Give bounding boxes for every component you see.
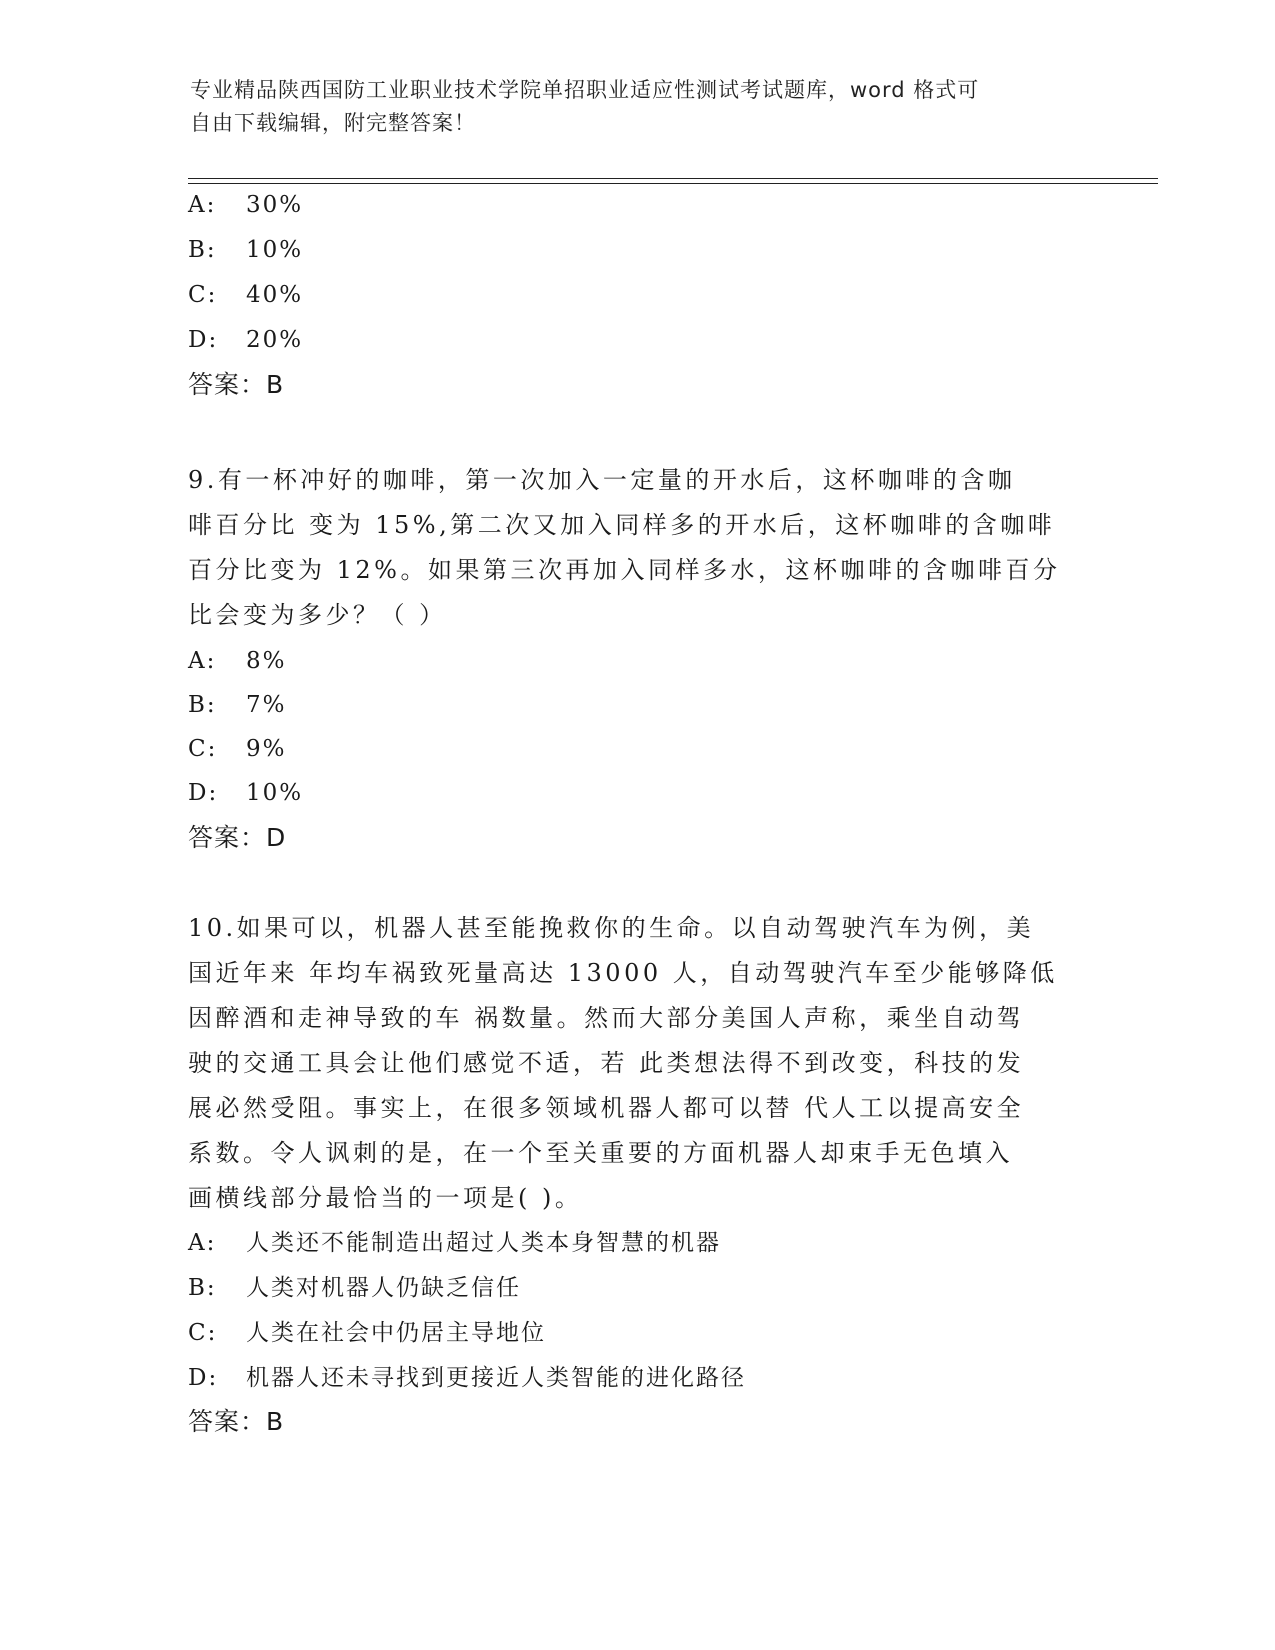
- q10-stem-line: 10.如果可以，机器人甚至能挽救你的生命。以自动驾驶汽车为例，美: [188, 914, 1035, 942]
- q8-option-a: [188, 190, 303, 220]
- q8-answer: 答案：B: [188, 370, 285, 399]
- document-header: [190, 74, 1090, 140]
- option-letter: B:: [188, 1275, 217, 1301]
- q10-stem-line: 系数。令人讽刺的是，在一个至关重要的方面机器人却束手无色填入: [188, 1139, 1013, 1167]
- option-text: 人类在社会中仍居主导地位: [246, 1320, 546, 1346]
- q10-stem-line: 因醉酒和走神导致的车 祸数量。然而大部分美国人声称，乘坐自动驾: [188, 1004, 1025, 1032]
- q10-option-d: [188, 1363, 746, 1393]
- q9-stem-line: 比会变为多少？（ ）: [188, 601, 447, 629]
- option-text: 40%: [246, 282, 304, 308]
- header-divider-bottom: [188, 183, 1158, 184]
- option-text: 人类还不能制造出超过人类本身智慧的机器: [246, 1230, 721, 1256]
- q9-stem-line: 9.有一杯冲好的咖啡，第一次加入一定量的开水后，这杯咖啡的含咖: [188, 466, 1016, 494]
- q8-option-b: [188, 235, 303, 265]
- option-text: 9%: [246, 736, 287, 762]
- header-divider-top: [188, 178, 1158, 179]
- q9-stem-line: 百分比变为 12%。如果第三次再加入同样多水，这杯咖啡的含咖啡百分: [188, 556, 1061, 584]
- option-text: 7%: [246, 692, 287, 718]
- q9-answer: 答案：D: [188, 823, 287, 852]
- q9-option-d: [188, 778, 303, 808]
- option-letter: D:: [188, 780, 219, 806]
- q8-option-d: [188, 325, 303, 355]
- option-letter: A:: [188, 1230, 217, 1256]
- q10-stem-line: 展必然受阻。事实上，在很多领域机器人都可以替 代人工以提高安全: [188, 1094, 1025, 1122]
- option-text: 20%: [246, 327, 304, 353]
- q8-option-c: [188, 280, 303, 310]
- q10-option-c: [188, 1318, 546, 1348]
- q9-option-a: [188, 646, 287, 676]
- option-letter: C:: [188, 736, 218, 762]
- option-text: 10%: [246, 780, 304, 806]
- option-letter: C:: [188, 1320, 218, 1346]
- header-line-2: 自由下载编辑，附完整答案！: [190, 111, 476, 135]
- q9-stem-line: 啡百分比 变为 15%,第二次又加入同样多的开水后，这杯咖啡的含咖啡: [188, 511, 1056, 539]
- option-text: 人类对机器人仍缺乏信任: [246, 1275, 521, 1301]
- option-letter: D:: [188, 1365, 219, 1391]
- option-letter: B:: [188, 237, 217, 263]
- option-letter: A:: [188, 192, 217, 218]
- option-text: 10%: [246, 237, 304, 263]
- q10-stem-line: 国近年来 年均车祸致死量高达 13000 人，自动驾驶汽车至少能够降低: [188, 959, 1058, 987]
- option-letter: A:: [188, 648, 217, 674]
- q10-option-b: [188, 1273, 521, 1303]
- q9-option-c: [188, 734, 287, 764]
- option-text: 30%: [246, 192, 304, 218]
- q10-stem-line: 画横线部分最恰当的一项是( )。: [188, 1184, 583, 1212]
- option-letter: C:: [188, 282, 218, 308]
- q10-stem-line: 驶的交通工具会让他们感觉不适，若 此类想法得不到改变，科技的发: [188, 1049, 1025, 1077]
- option-letter: B:: [188, 692, 217, 718]
- option-text: 8%: [246, 648, 287, 674]
- option-text: 机器人还未寻找到更接近人类智能的进化路径: [246, 1365, 746, 1391]
- header-line-1: 专业精品陕西国防工业职业技术学院单招职业适应性测试考试题库，word 格式可: [190, 78, 980, 102]
- q10-option-a: [188, 1228, 721, 1258]
- q10-answer: 答案：B: [188, 1407, 285, 1436]
- option-letter: D:: [188, 327, 219, 353]
- q9-option-b: [188, 690, 287, 720]
